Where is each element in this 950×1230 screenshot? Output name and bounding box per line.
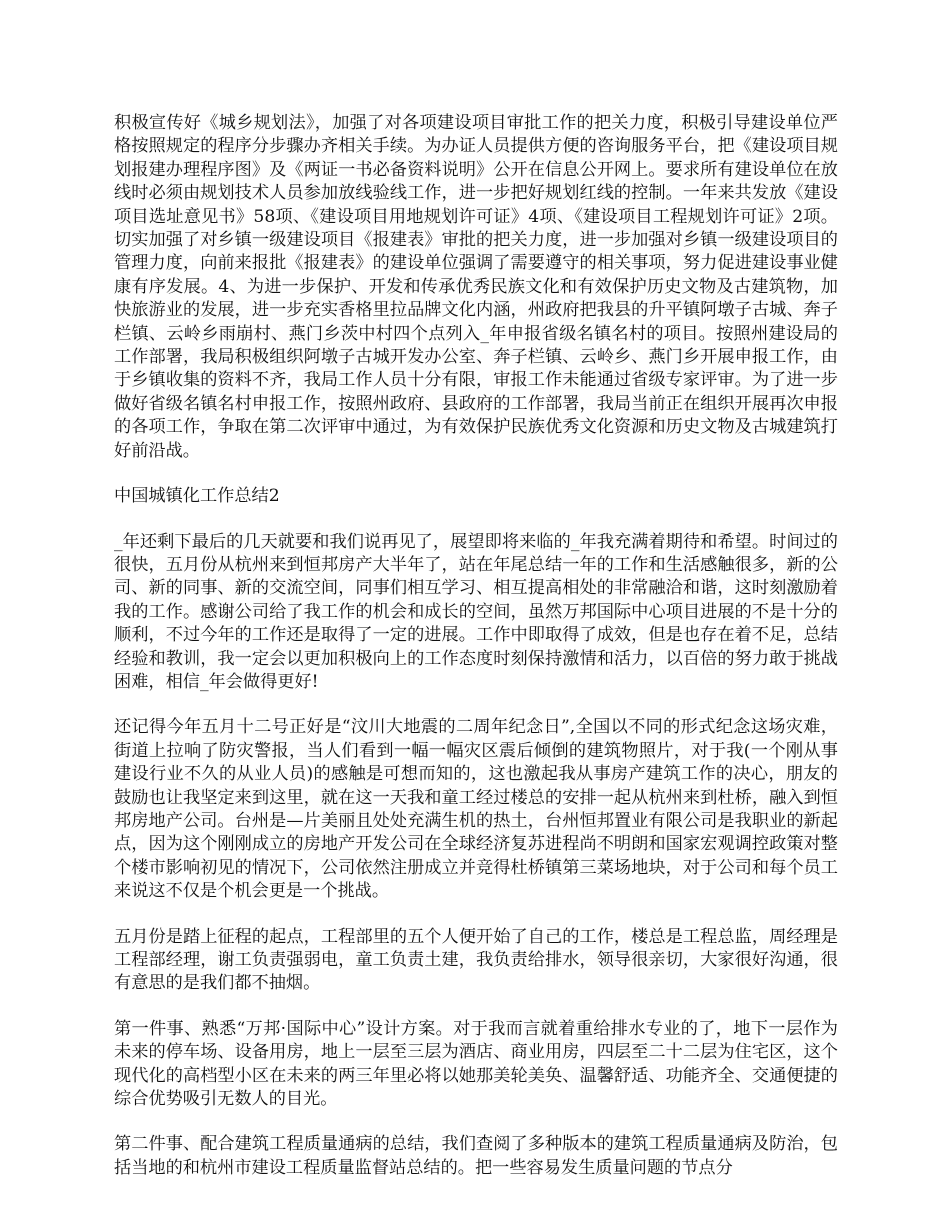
paragraph-may-start: 五月份是踏上征程的起点，工程部里的五个人便开始了自己的工作，楼总是工程总监，周经理是工程部经理，谢工负责强弱电，童工负责土建，我负责给排水，领导很亲切，大家很好沟通，很有意思的是我们都不抽烟。 [114, 926, 838, 994]
paragraph-planning-approval: 积极宣传好《城乡规划法》，加强了对各项建设项目审批工作的把关力度，积极引导建设单位严格按照规定的程序分步骤办齐相关手续。为办证人员提供方便的咨询服务平台，把《建设项目规划报建办理程序图》及《两证一书必备资料说明》公开在信息公开网上。要求所有建设单位在放线时必须由规划技术人员参加放线验线工作，进一步把好规划红线的控制。一年来共发放《建设项目选址意见书》58项、《建设项目用地规划许可证》4项、《建设项目工程规划许可证》2项。切实加强了对乡镇一级建设项目《报建表》审批的把关力度，进一步加强对乡镇一级建设项目的管理力度，向前来报批《报建表》的建设单位强调了需要遵守的相关事项，努力促进建设事业健康有序发展。4、为进一步保护、开发和传承优秀民族文化和有效保护历史文物及古建筑物，加快旅游业的发展，进一步充实香格里拉品牌文化内涵，州政府把我县的升平镇阿墩子古城、奔子栏镇、云岭乡雨崩村、燕门乡茨中村四个点列入_年申报省级名镇名村的项目。按照州建设局的工作部署，我局积极组织阿墩子古城开发办公室、奔子栏镇、云岭乡、燕门乡开展申报工作，由于乡镇收集的资料不齐，我局工作人员十分有限，审报工作未能通过省级专家评审。为了进一步做好省级名镇名村申报工作，按照州政府、县政府的工作部署，我局当前正在组织开展再次申报的各项工作，争取在第二次评审中通过，为有效保护民族优秀文化资源和历史文物及古城建筑打好前沿战。 [114, 113, 838, 461]
paragraph-second-task: 第二件事、配合建筑工程质量通病的总结，我们查阅了多种版本的建筑工程质量通病及防治，包括当地的和杭州市建设工程质量监督站总结的。把一些容易发生质量问题的节点分 [114, 1134, 838, 1178]
paragraph-first-task: 第一件事、熟悉“万邦·国际中心”设计方案。对于我而言就着重给排水专业的了，地下一层作为未来的停车场、设备用房，地上一层至三层为酒店、商业用房，四层至二十二层为住宅区，这个现代化的高档型小区在未来的两三年里必将以她那美轮美奂、温馨舒适、功能齐全、交通便捷的综合优势吸引无数人的目光。 [114, 1018, 838, 1110]
document-page [114, 112, 838, 1202]
paragraph-year-summary: _年还剩下最后的几天就要和我们说再见了，展望即将来临的_年我充满着期待和希望。时间过的很快，五月份从杭州来到恒邦房产大半年了，站在年尾总结一年的工作和生活感触很多，新的公司、新的同事、新的交流空间，同事们相互学习、相互提高相处的非常融洽和谐，这时刻激励着我的工作。感谢公司给了我工作的机会和成长的空间，虽然万邦国际中心项目进展的不是十分的顺利，不过今年的工作还是取得了一定的进展。工作中即取得了成效，但是也存在着不足，总结经验和教训，我一定会以更加积极向上的工作态度时刻保持激情和活力，以百倍的努力敢于挑战困难，相信_年会做得更好! [114, 531, 838, 692]
section-heading: 中国城镇化工作总结2 [114, 486, 280, 507]
paragraph-wenchuan-memorial: 还记得今年五月十二号正好是“汶川大地震的二周年纪念日”,全国以不同的形式纪念这场灾难，街道上拉响了防灾警报，当人们看到一幅一幅灾区震后倾倒的建筑物照片，对于我(一个刚从事建设行业不久的从业人员)的感触是可想而知的，这也激起我从事房产建筑工作的决心，朋友的鼓励也让我坚定来到这里，就在这一天我和童工经过楼总的安排一起从杭州来到杜桥，融入到恒邦房地产公司。台州是—片美丽且处处充满生机的热土，台州恒邦置业有限公司是我职业的新起点，因为这个刚刚成立的房地产开发公司在全球经济复苏进程尚不明朗和国家宏观调控政策对整个楼市影响初见的情况下，公司依然注册成立并竞得杜桥镇第三菜场地块，对于公司和每个员工来说这不仅是个机会更是一个挑战。 [114, 717, 838, 902]
